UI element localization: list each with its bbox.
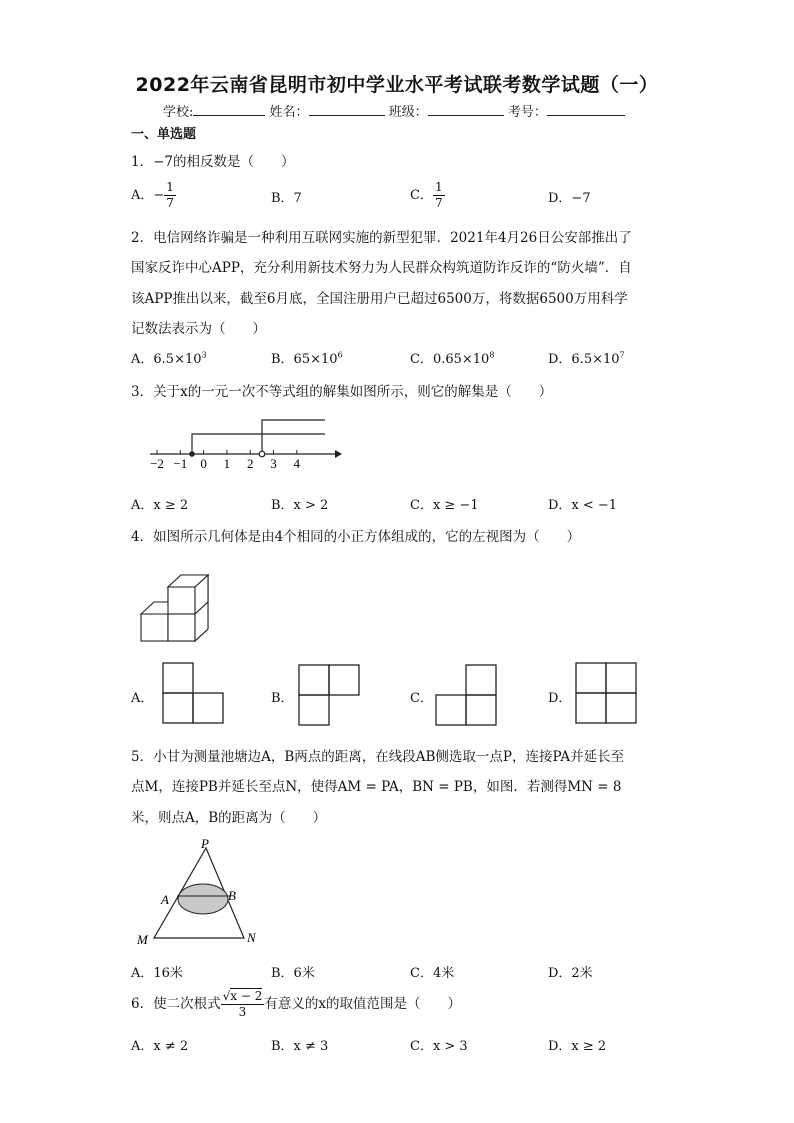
- label-b: B: [228, 888, 236, 903]
- q4-option-c-label[interactable]: C．: [410, 691, 433, 706]
- q2-option-c[interactable]: [410, 348, 494, 367]
- q1-a-num: 1: [166, 180, 174, 194]
- q4-option-a-view[interactable]: [162, 662, 224, 724]
- q2-c-text: C．0.65×10: [410, 352, 490, 367]
- q4-option-c-view[interactable]: [435, 664, 497, 726]
- q6-radical: √x − 2: [222, 989, 263, 1003]
- q3-option-c[interactable]: C．x ≥ −1: [410, 498, 479, 513]
- school-label: 学校:: [163, 105, 194, 120]
- q1-option-c[interactable]: [410, 180, 445, 211]
- q5-option-d[interactable]: D．2米: [548, 966, 593, 981]
- q5-line-3: 米，则点A，B的距离为（ ）: [131, 810, 327, 826]
- q4-option-a-label[interactable]: A．: [131, 691, 154, 706]
- q5-line-1: 5．小甘为测量池塘边A，B两点的距离，在线段AB侧选取一点P，连接PA并延长至: [131, 749, 625, 765]
- q2-line-2: 国家反诈中心APP，充分利用新技术努力为人民群众构筑道防诈反诈的“防火墙”．自: [131, 260, 632, 276]
- number-line-arrow: [335, 450, 342, 458]
- class-blank[interactable]: [428, 103, 504, 116]
- open-dot-2: [259, 451, 265, 457]
- pond-shape: [178, 884, 228, 914]
- label-p: P: [201, 836, 209, 851]
- q4-option-b-view[interactable]: [298, 664, 360, 726]
- q5-option-a[interactable]: A．16米: [131, 966, 183, 981]
- q2-option-d[interactable]: [548, 348, 625, 367]
- q2-line-1: 2．电信网络诈骗是一种利用互联网实施的新型犯罪．2021年4月26日公安部推出了: [131, 230, 632, 246]
- q1-option-a[interactable]: [131, 180, 176, 211]
- q2-a-text: A．6.5×10: [131, 352, 202, 367]
- label-m: M: [137, 932, 148, 947]
- q1-c-label: C．: [410, 188, 433, 203]
- cube-stack-figure: [138, 562, 224, 644]
- q4-option-d-view[interactable]: [575, 662, 637, 724]
- q6-option-b[interactable]: B．x ≠ 3: [271, 1039, 329, 1054]
- exam-no-blank[interactable]: [547, 103, 625, 116]
- q6-radicand: x − 2: [230, 989, 263, 1003]
- q1-a-label: A．: [131, 188, 154, 203]
- q3-option-a[interactable]: A．x ≥ 2: [131, 498, 189, 513]
- class-label: 班级：: [388, 105, 428, 120]
- q1-c-num: 1: [434, 180, 443, 194]
- tick-label: 1: [223, 456, 231, 471]
- q6-stem-post: 有意义的x的取值范围是（ ）: [264, 996, 461, 1012]
- q2-d-exp: 7: [619, 350, 625, 360]
- number-line-figure: [140, 412, 345, 474]
- q1-option-d[interactable]: D．−7: [548, 191, 591, 206]
- q1-a-den: 7: [166, 196, 174, 210]
- solid-dot-minus-1: [189, 451, 195, 457]
- name-label: 姓名：: [269, 105, 309, 120]
- q6-option-c[interactable]: C．x > 3: [410, 1039, 468, 1054]
- tick-label: 2: [246, 456, 254, 471]
- tick-label: −1: [173, 456, 188, 471]
- q6-stem-pre: 6．使二次根式: [131, 996, 221, 1012]
- tick-label: −2: [150, 456, 164, 471]
- q2-line-3: 该APP推出以来，截至6月底，全国注册用户已超过6500万，将数据6500万用科学: [131, 291, 628, 307]
- q1-a-sign: −: [153, 188, 165, 203]
- q5-option-b[interactable]: B．6米: [271, 966, 315, 981]
- q2-option-b[interactable]: [271, 348, 343, 367]
- q2-c-exp: 8: [489, 350, 495, 360]
- tick-label: 3: [270, 456, 277, 471]
- page-title: 2022年云南省昆明市初中学业水平考试联考数学试题（一）: [135, 74, 659, 96]
- tick-label: 0: [200, 456, 207, 471]
- q3-stem: 3．关于x的一元一次不等式组的解集如图所示，则它的解集是（ ）: [131, 384, 553, 400]
- q2-b-exp: 6: [337, 350, 343, 360]
- q2-d-text: D．6.5×10: [548, 352, 620, 367]
- exam-no-label: 考号：: [507, 105, 547, 120]
- q6-radical-fraction: [221, 989, 265, 1020]
- q6-option-d[interactable]: D．x ≥ 2: [548, 1039, 607, 1054]
- pond-triangle-figure: [133, 836, 268, 948]
- q4-option-d-label[interactable]: D．: [548, 691, 572, 706]
- label-n: N: [247, 930, 256, 945]
- name-blank[interactable]: [309, 103, 385, 116]
- q4-option-b-label[interactable]: B．: [271, 691, 294, 706]
- q3-option-b[interactable]: B．x > 2: [271, 498, 329, 513]
- q1-c-den: 7: [434, 196, 443, 210]
- q6-den: 3: [238, 1005, 247, 1019]
- q1-option-b[interactable]: B．7: [271, 191, 302, 206]
- q1-stem: 1．−7的相反数是（ ）: [131, 154, 295, 170]
- solution-bracket-lower: [192, 434, 325, 452]
- label-a: A: [161, 892, 169, 907]
- solution-bracket-upper: [262, 420, 325, 452]
- q6-stem: [131, 989, 461, 1020]
- q3-option-d[interactable]: D．x < −1: [548, 498, 618, 513]
- q1-c-fraction: [433, 180, 445, 211]
- q2-b-text: B．65×10: [271, 352, 338, 367]
- q2-line-4: 记数法表示为（ ）: [131, 321, 266, 337]
- q5-option-c[interactable]: C．4米: [410, 966, 455, 981]
- q1-a-fraction: [164, 180, 176, 211]
- q4-stem: 4．如图所示几何体是由4个相同的小正方体组成的，它的左视图为（ ）: [131, 529, 581, 545]
- section-heading: 一、单选题: [131, 127, 197, 142]
- student-info: [163, 101, 625, 120]
- school-blank[interactable]: [193, 103, 265, 116]
- q6-option-a[interactable]: A．x ≠ 2: [131, 1039, 189, 1054]
- q5-line-2: 点M，连接PB并延长至点N，使得AM = PA，BN = PB，如图．若测得MN = 8: [131, 779, 622, 795]
- tick-label: 4: [293, 456, 301, 471]
- q2-a-exp: 3: [201, 350, 207, 360]
- q2-option-a[interactable]: [131, 348, 207, 367]
